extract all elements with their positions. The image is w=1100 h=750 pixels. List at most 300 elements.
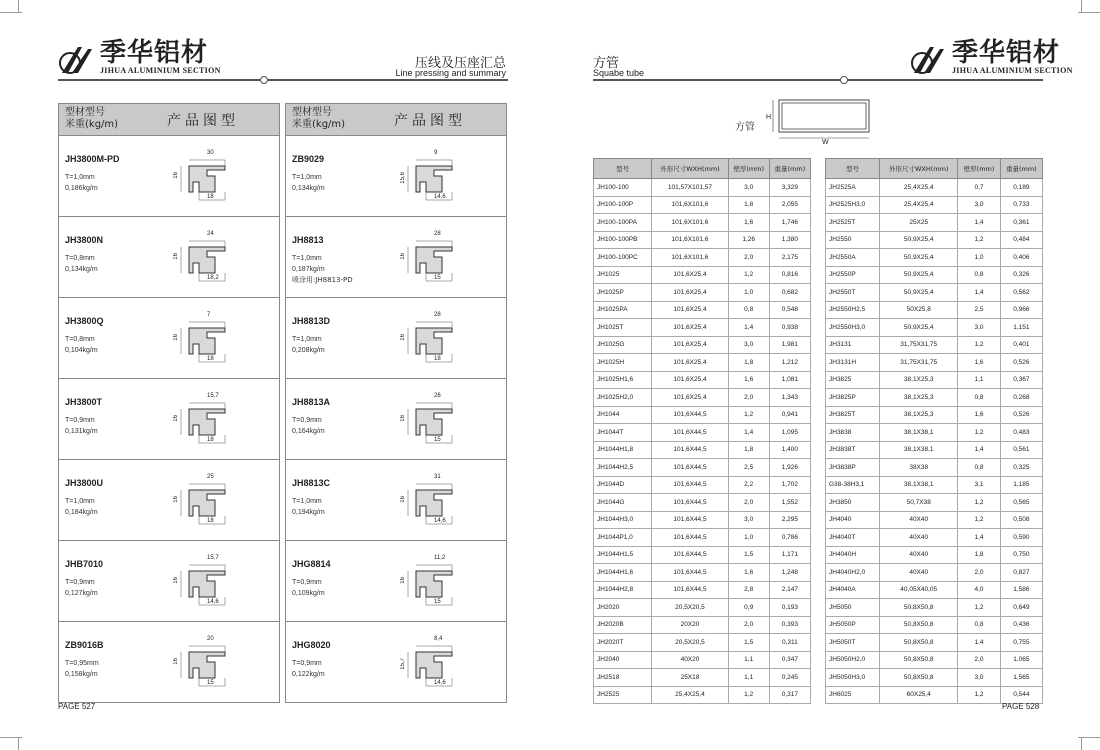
table-row — [826, 441, 1043, 459]
product-note: 喷涂用:JH8813-PD — [292, 276, 353, 284]
product-thickness: T=0,9mm — [292, 660, 322, 667]
product-thickness: T=0,9mm — [292, 417, 322, 424]
table-cell: JH2550H3,0 — [826, 319, 880, 337]
square-tube-table-left — [593, 158, 811, 704]
product-name: JHG8020 — [292, 640, 331, 650]
tube-diagram-label: 方管 — [735, 122, 755, 133]
table-row — [594, 616, 811, 634]
section-title-cn: 方管 — [593, 56, 620, 71]
table-row — [826, 231, 1043, 249]
table-row — [826, 406, 1043, 424]
table-cell: 1,552 — [769, 494, 810, 512]
table-cell: 40X40 — [880, 564, 958, 582]
table-cell: 38,1X38,1 — [880, 441, 958, 459]
profile-dim-side: 16 — [400, 577, 406, 584]
table-cell: 20,5X20,5 — [652, 634, 728, 652]
profile-dim-bottom: 15 — [207, 680, 214, 686]
table-cell: JH1025PA — [594, 301, 652, 319]
product-thickness: T=0,95mm — [65, 660, 99, 667]
profile-dim-side: 16 — [173, 658, 179, 665]
table-cell: JH2550A — [826, 249, 880, 267]
product-row — [285, 217, 507, 298]
product-name: JH8813A — [292, 397, 331, 407]
table-cell: 0,193 — [769, 599, 810, 617]
table-cell: 40X40 — [880, 511, 958, 529]
product-weight: 0,208kg/m — [292, 347, 325, 354]
header-type — [286, 104, 354, 135]
table-cell: JH1044H1,6 — [594, 564, 652, 582]
profile-dim-side: 16 — [400, 415, 406, 422]
table-row — [594, 669, 811, 687]
table-cell: 101,6X101,6 — [652, 214, 728, 232]
table-cell: 3,0 — [958, 196, 1000, 214]
table-cell: 1,702 — [769, 476, 810, 494]
table-cell: 1,2 — [728, 266, 769, 284]
product-weight: 0,158kg/m — [65, 671, 98, 678]
table-row — [826, 354, 1043, 372]
table-cell: 0,406 — [1000, 249, 1042, 267]
table-cell: JH1044G — [594, 494, 652, 512]
table-cell: 1,2 — [958, 686, 1000, 704]
table-row — [594, 196, 811, 214]
brand-name-cn: 季华铝材 — [100, 38, 209, 68]
product-thickness: T=0,9mm — [65, 417, 95, 424]
profile-dim-top: 7 — [207, 312, 211, 318]
table-cell: 1,1 — [728, 669, 769, 687]
table-cell: 2,147 — [769, 581, 810, 599]
header-weight-label: 米重(kg/m) — [65, 119, 119, 130]
table-cell: JH1025G — [594, 336, 652, 354]
profile-dim-bottom: 18 — [207, 356, 214, 362]
table-header-row — [826, 159, 1043, 179]
table-cell: 101,6X44,5 — [652, 441, 728, 459]
header-rule-marker — [260, 76, 268, 84]
table-cell: 101,6X25,4 — [652, 266, 728, 284]
crop-mark — [1078, 12, 1100, 13]
tube-diagram — [765, 96, 875, 148]
profile-dim-side: 16 — [173, 172, 179, 179]
table-row — [826, 529, 1043, 547]
crop-mark — [18, 738, 19, 750]
table-cell: 0,7 — [958, 179, 1000, 197]
brand-logo — [58, 40, 221, 75]
table-cell: JH5050T — [826, 634, 880, 652]
table-cell: 3,0 — [728, 179, 769, 197]
table-cell: JH2525H3,0 — [826, 196, 880, 214]
product-weight: 0,109kg/m — [292, 590, 325, 597]
crop-mark — [1081, 0, 1082, 12]
product-name: JH8813C — [292, 478, 331, 488]
profile-dim-bottom: 15 — [434, 275, 441, 281]
table-cell: 0,317 — [769, 686, 810, 704]
product-name: JH3800T — [65, 397, 103, 407]
table-cell: 0,941 — [769, 406, 810, 424]
table-cell: JH5050 — [826, 599, 880, 617]
profile-dim-side: 15,7 — [400, 658, 406, 670]
table-row — [826, 459, 1043, 477]
product-row — [58, 460, 280, 541]
table-cell: 101,6X25,4 — [652, 319, 728, 337]
table-cell: 101,6X44,5 — [652, 564, 728, 582]
header-type — [59, 104, 127, 135]
square-tube-table-right — [825, 158, 1043, 704]
table-cell: JH3825 — [826, 371, 880, 389]
profile-dim-bottom: 15 — [434, 599, 441, 605]
table-cell: 0,367 — [1000, 371, 1042, 389]
profile-dim-bottom: 18,2 — [207, 275, 219, 281]
table-cell: 0,9 — [728, 599, 769, 617]
table-cell: 2,0 — [728, 389, 769, 407]
product-weight: 0,134kg/m — [292, 185, 325, 192]
table-header-cell: 外形尺寸WXH(mm) — [880, 159, 958, 179]
profile-dim-top: 25 — [207, 474, 214, 480]
table-cell: 1,400 — [769, 441, 810, 459]
table-row — [826, 581, 1043, 599]
table-cell: 25,4X25,4 — [880, 196, 958, 214]
product-name: JH8813 — [292, 235, 324, 245]
product-row — [58, 379, 280, 460]
profile-dim-top: 30 — [207, 150, 214, 156]
table-cell: 101,57X101,57 — [652, 179, 728, 197]
table-cell: 1,565 — [1000, 669, 1042, 687]
table-cell: JH1025H — [594, 354, 652, 372]
profile-dim-bottom: 14,6 — [434, 518, 446, 524]
table-cell: 101,6X25,4 — [652, 336, 728, 354]
table-cell: 1,380 — [769, 231, 810, 249]
table-row — [826, 616, 1043, 634]
brand-name-en: JIHUA ALUMINIUM SECTION — [952, 66, 1073, 75]
table-cell: JH5050H3,0 — [826, 669, 880, 687]
product-thickness: T=1,0mm — [292, 498, 322, 505]
product-row — [58, 217, 280, 298]
table-cell: 1,2 — [728, 406, 769, 424]
table-cell: 0,393 — [769, 616, 810, 634]
table-cell: JH2525A — [826, 179, 880, 197]
table-cell: 2,2 — [728, 476, 769, 494]
profile-dim-top: 31 — [434, 474, 441, 480]
table-row — [594, 476, 811, 494]
table-cell: 50,9X25,4 — [880, 319, 958, 337]
table-cell: 38,1X38,1 — [880, 476, 958, 494]
profile-dim-bottom: 14,6 — [434, 194, 446, 200]
header-rule-marker — [840, 76, 848, 84]
table-row — [594, 266, 811, 284]
table-row — [594, 546, 811, 564]
product-column — [58, 103, 280, 703]
table-cell: JH1025T — [594, 319, 652, 337]
profile-dim-side: 16 — [400, 253, 406, 260]
section-title-en: Squabe tube — [593, 68, 645, 78]
crop-mark — [0, 12, 22, 13]
table-cell: 0,245 — [769, 669, 810, 687]
table-cell: JH2040 — [594, 651, 652, 669]
table-cell: 3,0 — [958, 669, 1000, 687]
product-name: JH3800N — [65, 235, 104, 245]
table-row — [594, 214, 811, 232]
table-header-row — [594, 159, 811, 179]
page-number: PAGE 527 — [58, 702, 96, 711]
table-cell: JH3131 — [826, 336, 880, 354]
table-cell: 50,8X50,8 — [880, 616, 958, 634]
table-cell: 50,8X50,8 — [880, 669, 958, 687]
profile-dim-top: 28 — [434, 312, 441, 318]
table-cell: JH1044H2,8 — [594, 581, 652, 599]
product-weight: 0,122kg/m — [292, 671, 325, 678]
header-rule — [58, 79, 508, 81]
table-cell: 0,8 — [958, 616, 1000, 634]
table-row — [826, 389, 1043, 407]
table-cell: JH2550H2,5 — [826, 301, 880, 319]
table-cell: 0,561 — [1000, 441, 1042, 459]
table-cell: 0,8 — [728, 301, 769, 319]
profile-dim-side: 16 — [173, 496, 179, 503]
table-cell: 3,0 — [728, 511, 769, 529]
table-row — [594, 511, 811, 529]
table-cell: 3,0 — [728, 336, 769, 354]
table-cell: 0,401 — [1000, 336, 1042, 354]
table-row — [594, 319, 811, 337]
product-weight: 0,194kg/m — [292, 509, 325, 516]
table-cell: 101,6X25,4 — [652, 371, 728, 389]
table-row — [594, 284, 811, 302]
profile-dim-top: 11,2 — [434, 555, 446, 561]
table-header-cell: 壁厚(mm) — [728, 159, 769, 179]
table-row — [594, 179, 811, 197]
table-cell: 1,2 — [958, 424, 1000, 442]
product-name: JH3800Q — [65, 316, 104, 326]
product-row — [58, 136, 280, 217]
table-cell: 4,0 — [958, 581, 1000, 599]
product-weight: 0,186kg/m — [65, 185, 98, 192]
table-cell: 101,6X44,5 — [652, 406, 728, 424]
profile-dim-top: 26 — [434, 393, 441, 399]
profile-dim-bottom: 15 — [434, 437, 441, 443]
product-weight: 0,127kg/m — [65, 590, 98, 597]
table-cell: 50,9X25,4 — [880, 284, 958, 302]
table-cell: 40X20 — [652, 651, 728, 669]
table-cell: 1,586 — [1000, 581, 1042, 599]
table-header-cell: 壁厚(mm) — [958, 159, 1000, 179]
table-cell: 31,75X31,75 — [880, 354, 958, 372]
table-cell: 0,347 — [769, 651, 810, 669]
table-cell: 101,6X44,5 — [652, 546, 728, 564]
table-row — [594, 564, 811, 582]
table-cell: 0,548 — [769, 301, 810, 319]
product-row — [285, 541, 507, 622]
section-title-en: Line pressing and summary — [395, 68, 506, 78]
table-cell: 0,526 — [1000, 406, 1042, 424]
table-cell: 0,544 — [1000, 686, 1042, 704]
table-cell: JH3838T — [826, 441, 880, 459]
table-cell: 50,9X25,4 — [880, 266, 958, 284]
table-row — [594, 634, 811, 652]
table-cell: 50,9X25,4 — [880, 231, 958, 249]
table-cell: 101,6X25,4 — [652, 389, 728, 407]
table-cell: 1,2 — [958, 511, 1000, 529]
table-row — [826, 476, 1043, 494]
table-cell: 1,4 — [958, 214, 1000, 232]
table-row — [826, 424, 1043, 442]
table-cell: JH2525 — [594, 686, 652, 704]
table-cell: 38X38 — [880, 459, 958, 477]
table-cell: 1,926 — [769, 459, 810, 477]
table-cell: 1,6 — [958, 354, 1000, 372]
table-cell: 0,733 — [1000, 196, 1042, 214]
table-cell: 0,827 — [1000, 564, 1042, 582]
table-cell: 1,2 — [958, 231, 1000, 249]
header-weight-label: 米重(kg/m) — [292, 119, 346, 130]
product-thickness: T=1,0mm — [292, 255, 322, 262]
table-cell: 0,565 — [1000, 494, 1042, 512]
table-cell: 0,682 — [769, 284, 810, 302]
table-cell: 0,508 — [1000, 511, 1042, 529]
table-cell: 1,212 — [769, 354, 810, 372]
table-cell: 101,6X44,5 — [652, 581, 728, 599]
table-row — [594, 651, 811, 669]
table-cell: 40,05X40,05 — [880, 581, 958, 599]
table-cell: 25,4X25,4 — [652, 686, 728, 704]
product-row — [58, 298, 280, 379]
table-cell: 0,755 — [1000, 634, 1042, 652]
table-cell: 2,5 — [728, 459, 769, 477]
table-cell: JH100-100PB — [594, 231, 652, 249]
table-cell: 3,329 — [769, 179, 810, 197]
table-cell: 1,2 — [958, 336, 1000, 354]
product-name: JHB7010 — [65, 559, 104, 569]
table-cell: JH4040 — [826, 511, 880, 529]
table-cell: 38,1X38,1 — [880, 424, 958, 442]
product-row — [58, 541, 280, 622]
table-cell: 1,6 — [958, 406, 1000, 424]
table-row — [594, 389, 811, 407]
product-thickness: T=1,0mm — [65, 498, 95, 505]
table-cell: 50,7X38 — [880, 494, 958, 512]
table-cell: 1,4 — [958, 441, 1000, 459]
table-cell: 101,6X44,5 — [652, 459, 728, 477]
header-image-label: 产品图型 — [167, 112, 239, 129]
table-cell: JH1025H2,0 — [594, 389, 652, 407]
table-cell: 101,6X44,5 — [652, 476, 728, 494]
table-header-cell: 外形尺寸WXH(mm) — [652, 159, 728, 179]
table-row — [826, 284, 1043, 302]
table-cell: 0,966 — [1000, 301, 1042, 319]
table-cell: JH1025 — [594, 266, 652, 284]
product-weight: 0,134kg/m — [65, 266, 98, 273]
table-row — [826, 371, 1043, 389]
profile-dim-bottom: 18 — [207, 194, 214, 200]
tube-dim-w: W — [822, 139, 829, 146]
profile-dim-top: 15,7 — [207, 393, 219, 399]
table-cell: 25X25 — [880, 214, 958, 232]
table-cell: JH2525T — [826, 214, 880, 232]
table-row — [826, 511, 1043, 529]
table-cell: JH4040H — [826, 546, 880, 564]
table-cell: JH1044P1,0 — [594, 529, 652, 547]
profile-dim-side: 15,6 — [400, 172, 406, 184]
table-cell: JH1044H3,0 — [594, 511, 652, 529]
header-rule — [593, 79, 1043, 81]
product-weight: 0,164kg/m — [292, 428, 325, 435]
table-cell: 1,0 — [958, 249, 1000, 267]
table-cell: JH100-100P — [594, 196, 652, 214]
table-row — [826, 301, 1043, 319]
table-header-cell: 型号 — [826, 159, 880, 179]
table-cell: 1,248 — [769, 564, 810, 582]
table-row — [826, 266, 1043, 284]
table-cell: 101,6X25,4 — [652, 284, 728, 302]
table-cell: 1,4 — [958, 529, 1000, 547]
table-cell: 1,4 — [958, 284, 1000, 302]
table-row — [594, 406, 811, 424]
table-cell: 1,065 — [1000, 651, 1042, 669]
table-cell: JH2020 — [594, 599, 652, 617]
profile-dim-top: 28 — [434, 231, 441, 237]
table-cell: 1,4 — [728, 424, 769, 442]
table-cell: 101,6X44,5 — [652, 424, 728, 442]
table-cell: 1,746 — [769, 214, 810, 232]
table-cell: 0,938 — [769, 319, 810, 337]
table-row — [594, 686, 811, 704]
table-cell: 2,5 — [958, 301, 1000, 319]
profile-dim-side: 16 — [400, 496, 406, 503]
table-cell: 1,2 — [958, 494, 1000, 512]
table-cell: JH100-100 — [594, 179, 652, 197]
table-cell: JH1044H2,5 — [594, 459, 652, 477]
table-cell: 0,8 — [958, 459, 1000, 477]
table-row — [594, 459, 811, 477]
product-thickness: T=0,8mm — [65, 336, 95, 343]
profile-dim-bottom: 18 — [207, 437, 214, 443]
table-row — [826, 686, 1043, 704]
table-cell: JH2550 — [826, 231, 880, 249]
table-cell: 50,8X50,8 — [880, 599, 958, 617]
table-cell: JH2550P — [826, 266, 880, 284]
table-row — [826, 336, 1043, 354]
table-cell: JH1044T — [594, 424, 652, 442]
table-row — [826, 319, 1043, 337]
profile-dim-top: 24 — [207, 231, 214, 237]
table-cell: 101,6X44,5 — [652, 529, 728, 547]
profile-dim-side: 16 — [173, 415, 179, 422]
product-name: JH8813D — [292, 316, 331, 326]
table-row — [594, 529, 811, 547]
table-header-cell: 重量(mm) — [1000, 159, 1042, 179]
table-cell: 40X40 — [880, 529, 958, 547]
table-cell: 0,8 — [958, 389, 1000, 407]
profile-dim-side: 16 — [173, 334, 179, 341]
brand-name-en: JIHUA ALUMINIUM SECTION — [100, 66, 221, 75]
table-row — [594, 249, 811, 267]
column-header — [285, 103, 507, 136]
page-number: PAGE 528 — [1002, 702, 1040, 711]
table-cell: 2,295 — [769, 511, 810, 529]
table-cell: 0,268 — [1000, 389, 1042, 407]
table-cell: JH100-100PA — [594, 214, 652, 232]
table-cell: 1,1 — [728, 651, 769, 669]
table-cell: 0,562 — [1000, 284, 1042, 302]
table-cell: JH4040T — [826, 529, 880, 547]
table-cell: JH1025P — [594, 284, 652, 302]
table-cell: 1,095 — [769, 424, 810, 442]
brand-logo — [910, 40, 1073, 75]
table-cell: 3,0 — [958, 319, 1000, 337]
table-cell: JH6025 — [826, 686, 880, 704]
table-cell: JH1044D — [594, 476, 652, 494]
table-cell: 0,326 — [1000, 266, 1042, 284]
table-row — [826, 196, 1043, 214]
crop-mark — [1081, 738, 1082, 750]
table-row — [826, 599, 1043, 617]
